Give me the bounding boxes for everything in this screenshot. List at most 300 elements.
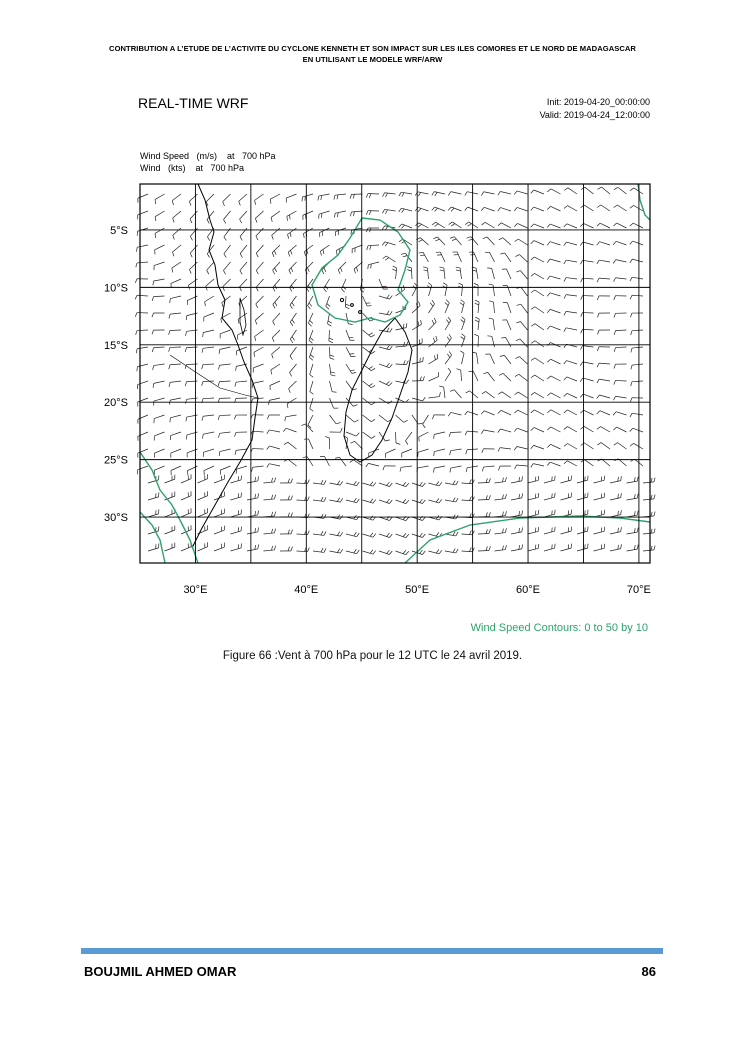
wind-barb bbox=[630, 295, 643, 299]
wind-barb bbox=[581, 187, 593, 194]
wind-barb bbox=[350, 211, 362, 216]
wind-barb bbox=[330, 428, 343, 432]
wind-barb bbox=[171, 279, 181, 288]
wind-barb bbox=[135, 279, 148, 283]
header-line-2: EN UTILISANT LE MODELE WRF/ARW bbox=[302, 55, 443, 64]
wind-barb bbox=[631, 459, 643, 466]
lat-lon-grid bbox=[140, 184, 650, 563]
wind-barb bbox=[346, 532, 359, 536]
wind-barb bbox=[502, 269, 511, 279]
wind-barb bbox=[220, 330, 230, 338]
wind-barb bbox=[290, 279, 297, 291]
figure-title: REAL-TIME WRF bbox=[138, 95, 249, 111]
wind-barb bbox=[412, 397, 425, 401]
wind-barb bbox=[501, 337, 511, 347]
wind-barb bbox=[610, 476, 621, 483]
wind-barb bbox=[206, 279, 214, 290]
wind-barb bbox=[169, 313, 181, 319]
wind-barb bbox=[392, 266, 396, 279]
wind-barb bbox=[256, 245, 263, 257]
wind-barb bbox=[379, 550, 392, 554]
wind-barb bbox=[627, 528, 639, 534]
wind-barb bbox=[273, 262, 280, 274]
wind-barb bbox=[290, 296, 296, 309]
wind-barb bbox=[597, 330, 610, 334]
wind-barb bbox=[631, 381, 643, 386]
map-frame bbox=[140, 184, 650, 563]
wind-barb bbox=[429, 336, 438, 347]
wind-barb bbox=[445, 368, 451, 381]
wind-barb bbox=[237, 347, 247, 355]
figure-caption: Figure 66 :Vent à 700 hPa pour le 12 UTC le 24 avril 2019. bbox=[222, 650, 523, 662]
wind-barb bbox=[379, 295, 392, 299]
wind-barb bbox=[581, 278, 594, 282]
wind-barb bbox=[138, 466, 148, 474]
wind-barb bbox=[460, 351, 464, 364]
wind-barb bbox=[267, 464, 280, 468]
wind-barb bbox=[515, 465, 528, 469]
wind-barb bbox=[290, 330, 296, 343]
wind-barb bbox=[581, 426, 594, 432]
wind-barb bbox=[363, 432, 376, 438]
wind-barb bbox=[465, 431, 478, 435]
wind-barb bbox=[495, 511, 507, 517]
wind-barb bbox=[547, 276, 560, 280]
wind-barb bbox=[500, 253, 511, 262]
wind-barb bbox=[368, 262, 379, 269]
contour-10ms-southwest-inner bbox=[140, 512, 165, 563]
wind-barb bbox=[561, 544, 572, 551]
wind-barb bbox=[627, 494, 639, 500]
wind-barb bbox=[580, 346, 593, 350]
wind-barb bbox=[231, 492, 242, 500]
wind-barb bbox=[419, 252, 429, 262]
wind-barb bbox=[231, 526, 242, 534]
wind-barb bbox=[310, 398, 314, 411]
wind-barb bbox=[495, 528, 507, 534]
wind-barb bbox=[564, 461, 577, 466]
field-label-wind-speed: Wind Speed (m/s) at 700 hPa bbox=[140, 151, 276, 161]
wind-barb bbox=[223, 194, 231, 206]
wind-barb bbox=[189, 262, 197, 274]
lon-tick-label: 70°E bbox=[626, 584, 651, 596]
wind-barb bbox=[153, 381, 164, 388]
wind-barb bbox=[326, 296, 330, 309]
wind-barb bbox=[445, 300, 449, 313]
wind-barb bbox=[610, 527, 621, 534]
wind-barb bbox=[137, 364, 148, 371]
wind-barb bbox=[482, 466, 494, 471]
wind-barb bbox=[489, 284, 495, 296]
wind-barb bbox=[189, 194, 197, 206]
wind-barb bbox=[531, 190, 544, 194]
wind-barb bbox=[290, 313, 296, 326]
wind-barb bbox=[255, 313, 263, 325]
wind-barb bbox=[396, 482, 409, 486]
wind-barb bbox=[214, 475, 224, 483]
init-time: Init: 2019-04-20_00:00:00 bbox=[546, 97, 650, 107]
wind-barb bbox=[485, 354, 494, 364]
wind-barb bbox=[460, 300, 464, 313]
wind-barb bbox=[450, 466, 462, 472]
wind-barb bbox=[379, 345, 392, 349]
wind-barb bbox=[280, 479, 293, 483]
wind-barb bbox=[379, 482, 392, 486]
wind-barb bbox=[346, 432, 359, 436]
wind-barb bbox=[432, 192, 445, 196]
wind-barb bbox=[498, 208, 511, 211]
wind-barb bbox=[269, 398, 280, 405]
wind-barb bbox=[273, 313, 280, 325]
wind-barb bbox=[613, 223, 626, 228]
valid-time: Valid: 2019-04-24_12:00:00 bbox=[539, 110, 650, 120]
wind-barb bbox=[401, 253, 412, 262]
wind-barb bbox=[272, 330, 280, 342]
wind-barb bbox=[581, 313, 594, 317]
wind-barb bbox=[581, 329, 594, 333]
wind-barb bbox=[498, 192, 511, 196]
wind-barb bbox=[203, 330, 214, 337]
wind-barb bbox=[448, 192, 461, 196]
wind-barb bbox=[511, 527, 523, 534]
footer-author: BOUJMIL AHMED OMAR bbox=[84, 964, 237, 979]
wind-barb bbox=[239, 279, 247, 291]
wind-barb bbox=[434, 432, 445, 439]
lon-tick-label: 40°E bbox=[294, 584, 319, 596]
wind-barb bbox=[643, 529, 655, 534]
wind-barb bbox=[614, 205, 627, 211]
wind-barb bbox=[330, 415, 341, 424]
wind-barb bbox=[580, 260, 593, 264]
wind-barb bbox=[449, 432, 461, 437]
wind-barb bbox=[273, 296, 280, 308]
wind-barb bbox=[204, 313, 214, 322]
contour-10ms-northeast bbox=[638, 184, 650, 220]
wind-barb bbox=[330, 381, 337, 392]
wind-barb bbox=[502, 320, 511, 330]
wind-barb bbox=[334, 194, 346, 200]
wind-barb bbox=[284, 459, 296, 466]
wind-barb bbox=[498, 392, 511, 398]
wind-barb bbox=[272, 347, 280, 358]
wind-barb bbox=[445, 481, 458, 485]
wind-barb bbox=[630, 443, 643, 449]
wind-barb bbox=[383, 193, 396, 197]
wind-barb bbox=[170, 296, 181, 303]
wind-barb bbox=[461, 317, 465, 330]
wind-barb bbox=[239, 194, 247, 205]
wind-barb bbox=[614, 278, 627, 282]
wind-barb bbox=[598, 187, 610, 194]
wind-barb bbox=[346, 549, 359, 553]
wind-barb bbox=[303, 211, 313, 220]
wind-barb bbox=[417, 466, 429, 472]
contour-10ms-southwest bbox=[140, 452, 198, 563]
wind-barb bbox=[280, 496, 293, 500]
wind-barb bbox=[581, 205, 594, 211]
wind-barb bbox=[515, 255, 527, 262]
wind-barb bbox=[396, 499, 409, 503]
wind-barb bbox=[303, 457, 313, 466]
wind-barb bbox=[256, 279, 263, 291]
wind-barb bbox=[429, 318, 437, 330]
wind-barb bbox=[531, 324, 544, 330]
contour-10ms-cyclone bbox=[312, 218, 410, 322]
wind-barb bbox=[308, 415, 313, 428]
lon-tick-label: 60°E bbox=[516, 584, 541, 596]
wind-barb bbox=[429, 372, 439, 381]
wind-barb bbox=[379, 363, 392, 367]
wind-barb bbox=[412, 482, 425, 486]
wind-barb bbox=[367, 245, 379, 250]
wind-barb bbox=[511, 493, 523, 500]
wind-barb bbox=[429, 550, 442, 554]
wind-barb bbox=[544, 476, 555, 483]
wind-barb bbox=[313, 497, 326, 501]
wind-barb bbox=[240, 211, 247, 223]
wind-barb bbox=[432, 415, 445, 419]
wind-barb bbox=[412, 301, 420, 313]
wind-barb bbox=[165, 492, 175, 500]
wind-barb bbox=[330, 347, 335, 359]
wind-barb bbox=[610, 510, 621, 517]
wind-barb bbox=[528, 544, 539, 551]
wind-barb bbox=[148, 509, 159, 517]
wind-barb bbox=[231, 475, 242, 483]
wind-barb bbox=[310, 364, 314, 377]
wind-barb bbox=[614, 347, 626, 352]
wind-barb bbox=[577, 493, 588, 500]
wind-barb bbox=[478, 478, 490, 483]
wind-barb bbox=[580, 410, 593, 415]
wind-barb bbox=[515, 392, 528, 398]
wind-barb bbox=[304, 439, 313, 449]
wind-barb bbox=[235, 381, 247, 387]
wind-barb bbox=[544, 544, 555, 551]
wind-barb bbox=[313, 480, 326, 484]
wind-barb bbox=[313, 548, 326, 552]
wind-barb bbox=[434, 449, 445, 456]
wind-barb bbox=[547, 259, 560, 263]
wind-barb bbox=[516, 321, 527, 330]
wind-barb bbox=[544, 493, 555, 500]
wind-barb bbox=[190, 245, 197, 257]
wind-barb bbox=[253, 364, 263, 372]
lat-tick-label: 15°S bbox=[104, 339, 128, 352]
wind-barb bbox=[643, 512, 655, 517]
wind-barb bbox=[264, 478, 276, 483]
wind-barb bbox=[272, 245, 280, 257]
wind-barb bbox=[643, 478, 655, 483]
wind-barb bbox=[449, 222, 462, 228]
wind-barb bbox=[531, 375, 544, 381]
wind-barb bbox=[610, 493, 621, 500]
wind-barb bbox=[319, 211, 330, 219]
wind-barb bbox=[247, 544, 259, 551]
wind-barb bbox=[334, 211, 346, 218]
wind-barb bbox=[148, 543, 159, 551]
wind-barb bbox=[445, 317, 451, 330]
wind-barb bbox=[256, 262, 263, 274]
wind-barb bbox=[643, 495, 655, 500]
latitude-labels bbox=[104, 225, 128, 524]
wind-barb bbox=[594, 493, 605, 500]
wind-barb bbox=[631, 347, 643, 352]
wind-barb bbox=[214, 543, 224, 551]
wind-barb bbox=[580, 394, 593, 398]
wind-barb bbox=[330, 398, 339, 408]
wind-barb bbox=[382, 209, 395, 213]
wind-barb bbox=[489, 318, 495, 330]
wind-barb bbox=[418, 449, 429, 457]
wind-barb bbox=[450, 237, 461, 245]
wind-barb bbox=[485, 252, 494, 262]
wind-barb bbox=[251, 466, 263, 472]
wind-barb bbox=[154, 466, 164, 475]
wind-barb bbox=[531, 224, 544, 228]
wind-barb bbox=[301, 424, 313, 432]
wind-barb bbox=[630, 223, 643, 228]
wind-barb bbox=[564, 188, 577, 194]
wind-barb bbox=[204, 466, 214, 475]
wind-barb bbox=[218, 381, 230, 386]
wind-barb bbox=[379, 499, 392, 503]
wind-barb bbox=[219, 347, 230, 354]
wind-barb bbox=[531, 410, 544, 415]
wind-barb bbox=[283, 428, 296, 432]
wind-barb bbox=[235, 432, 247, 437]
wind-barb bbox=[564, 361, 577, 364]
wind-barb bbox=[481, 207, 494, 211]
wind-barb bbox=[478, 495, 490, 500]
wind-barb bbox=[597, 347, 610, 351]
wind-barb bbox=[577, 476, 588, 483]
wind-barb bbox=[308, 296, 313, 309]
wind-barb bbox=[264, 495, 276, 500]
wind-barb bbox=[564, 410, 577, 415]
wind-barb bbox=[564, 224, 577, 228]
wind-barb bbox=[515, 239, 528, 245]
wind-barb bbox=[287, 398, 296, 408]
wind-barb bbox=[240, 245, 247, 257]
wind-barb bbox=[547, 427, 560, 432]
wind-barb bbox=[169, 330, 181, 335]
wind-barb bbox=[630, 205, 643, 211]
wind-barb bbox=[363, 499, 376, 503]
wind-barb bbox=[256, 296, 264, 308]
wind-barb bbox=[489, 301, 494, 313]
wind-barb bbox=[443, 283, 447, 296]
wind-barb bbox=[363, 381, 376, 388]
wind-barb bbox=[630, 413, 643, 417]
wind-barb bbox=[172, 262, 181, 272]
wind-barb bbox=[399, 224, 412, 228]
wind-barb bbox=[351, 441, 363, 449]
wind-barb bbox=[236, 466, 247, 474]
lake-coastline bbox=[240, 298, 246, 335]
wind-barb bbox=[214, 526, 224, 534]
wind-barb bbox=[264, 546, 276, 551]
wind-barb bbox=[547, 359, 560, 364]
wind-barb bbox=[613, 260, 626, 264]
wind-barb bbox=[231, 509, 242, 517]
wind-barb bbox=[478, 529, 490, 534]
wind-barb bbox=[564, 427, 577, 432]
wind-barb bbox=[456, 267, 462, 279]
wind-barb bbox=[138, 415, 148, 424]
wind-barb bbox=[597, 205, 610, 211]
wind-barb bbox=[412, 357, 423, 364]
madagascar-coastline bbox=[344, 318, 412, 462]
wind-barb bbox=[152, 347, 164, 352]
lat-tick-label: 5°S bbox=[110, 224, 128, 237]
wind-barb bbox=[564, 311, 577, 315]
wind-barb bbox=[169, 364, 181, 369]
wind-barb bbox=[396, 285, 405, 296]
wind-barb bbox=[613, 241, 626, 245]
wind-barb bbox=[439, 267, 445, 279]
wind-barb bbox=[171, 466, 181, 475]
wind-barb bbox=[429, 354, 438, 364]
wind-barb bbox=[383, 256, 396, 262]
wind-barb bbox=[466, 466, 478, 472]
wind-barb bbox=[137, 228, 148, 236]
wind-barb bbox=[597, 278, 610, 282]
wind-barb bbox=[412, 499, 425, 503]
wind-barb bbox=[528, 527, 539, 534]
wind-barb bbox=[547, 376, 560, 381]
wind-barb bbox=[399, 208, 412, 212]
wind-barb bbox=[304, 245, 313, 256]
wind-barb bbox=[531, 392, 544, 398]
wind-barb bbox=[613, 396, 626, 400]
wind-barb bbox=[481, 411, 494, 415]
wind-barb bbox=[271, 364, 280, 374]
wind-barb bbox=[138, 211, 148, 219]
wind-barb bbox=[412, 376, 424, 381]
wind-barb bbox=[614, 364, 627, 368]
wind-barb bbox=[224, 211, 231, 223]
wind-barb bbox=[630, 241, 643, 245]
wind-barb bbox=[170, 432, 181, 440]
wind-barb bbox=[396, 379, 409, 383]
wind-barb bbox=[247, 527, 259, 534]
wind-barb bbox=[450, 390, 461, 398]
contour-legend: Wind Speed Contours: 0 to 50 by 10 bbox=[470, 622, 648, 634]
wind-barb bbox=[187, 296, 197, 305]
wind-barb bbox=[396, 533, 409, 537]
wind-barb bbox=[481, 430, 494, 434]
wind-barb bbox=[481, 192, 494, 196]
wind-barb bbox=[181, 508, 191, 517]
wind-barb bbox=[614, 187, 627, 194]
wind-barb bbox=[597, 443, 610, 449]
wind-barb bbox=[181, 542, 191, 551]
wind-barb bbox=[531, 341, 544, 347]
wind-barb bbox=[218, 415, 230, 420]
wind-barb bbox=[350, 460, 363, 466]
wind-barb bbox=[379, 533, 392, 537]
wind-barb bbox=[630, 259, 643, 263]
wind-barb bbox=[475, 300, 479, 313]
wind-barb bbox=[564, 377, 577, 381]
wind-barb bbox=[136, 262, 148, 267]
wind-barb bbox=[137, 381, 148, 389]
wind-barb bbox=[165, 543, 175, 551]
wind-barb bbox=[487, 268, 494, 279]
wind-barb bbox=[173, 211, 181, 222]
wind-barb bbox=[630, 398, 643, 402]
